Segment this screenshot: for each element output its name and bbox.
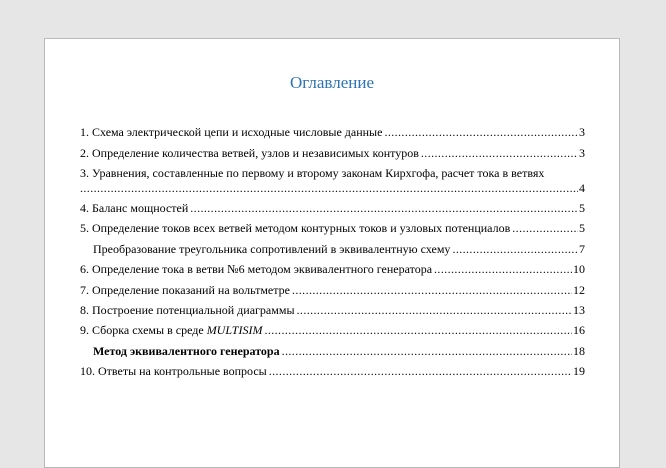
toc-entry-label: Метод эквивалентного генератора [93, 344, 280, 358]
toc-entry-label-text: 9. Сборка схемы в среде [80, 323, 207, 337]
toc-entry-label: 7. Определение показаний на вольтметре [80, 283, 290, 297]
toc-entry-9[interactable] [80, 323, 585, 337]
toc-entry-1[interactable] [80, 125, 585, 139]
toc-leader-dots [434, 262, 572, 276]
toc-entry-8[interactable] [80, 303, 585, 317]
toc-entry-3-line1[interactable]: 3. Уравнения, составленные по первому и второму законам Кирхгофа, расчет тока в ветвях [80, 166, 545, 180]
toc-entry-label: 1. Схема электрической цепи и исходные числовые данные [80, 125, 383, 139]
toc-leader-dots [421, 146, 578, 160]
toc-entry-6[interactable] [80, 262, 585, 276]
toc-entry-10[interactable] [80, 364, 585, 378]
toc-leader-dots [292, 283, 572, 297]
toc-page-number: 18 [573, 344, 585, 358]
toc-entry-label-italic: MULTISIM [206, 323, 263, 337]
toc-page-number: 13 [573, 303, 585, 317]
toc-page-number: 7 [579, 242, 585, 256]
toc-leader-dots [282, 344, 572, 358]
toc-leader-dots [384, 125, 578, 139]
toc-entry-label: 2. Определение количества ветвей, узлов и независимых контуров [80, 146, 419, 160]
toc-entry-2[interactable] [80, 146, 585, 160]
toc-page-number: 5 [579, 201, 585, 215]
toc-entry-label: 10. Ответы на контрольные вопросы [80, 364, 267, 378]
toc-page-number: 10 [573, 262, 585, 276]
toc-entry-label: 6. Определение тока в ветви №6 методом эквивалентного генератора [80, 262, 433, 276]
toc-leader-dots [512, 221, 578, 235]
toc-leader-dots [297, 303, 572, 317]
toc-leader-dots [80, 181, 578, 195]
toc-entry-label: 5. Определение токов всех ветвей методом контурных токов и узловых потенциалов [80, 221, 511, 235]
toc-entry-label [80, 323, 262, 337]
toc-entry-label: 4. Баланс мощностей [80, 201, 189, 215]
toc-leader-dots [452, 242, 578, 256]
toc-subentry-triangle[interactable] [93, 242, 585, 256]
toc-page-number: 3 [579, 125, 585, 139]
toc-page-number: 16 [573, 323, 585, 337]
toc-leader-dots [269, 364, 572, 378]
toc-leader-dots [190, 201, 578, 215]
document-page [44, 38, 620, 468]
toc-page-number: 3 [579, 146, 585, 160]
toc-entry-5[interactable] [80, 221, 585, 235]
toc-leader-dots [264, 323, 572, 337]
toc-subentry-equivalent-generator[interactable] [93, 344, 585, 358]
toc-page-number: 5 [579, 221, 585, 235]
toc-page-number: 4 [579, 181, 585, 195]
toc-page-number: 19 [573, 364, 585, 378]
toc-entry-3-line2[interactable] [80, 181, 585, 195]
toc-entry-label: 8. Построение потенциальной диаграммы [80, 303, 295, 317]
toc-entry-label: Преобразование треугольника сопротивлений в эквивалентную схему [93, 242, 451, 256]
toc-page-number: 12 [573, 283, 585, 297]
toc-entry-4[interactable] [80, 201, 585, 215]
toc-entry-7[interactable] [80, 283, 585, 297]
toc-title: Оглавление [290, 73, 374, 92]
